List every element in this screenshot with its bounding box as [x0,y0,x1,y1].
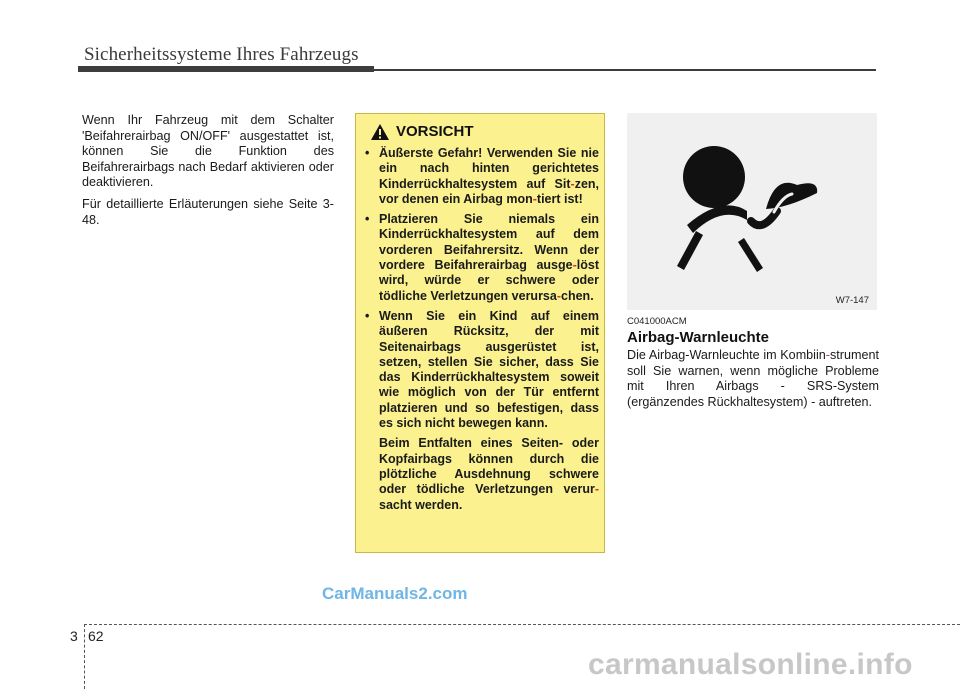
warning-triangle-icon [370,123,390,141]
paragraph: Wenn Ihr Fahrzeug mit dem Schalter 'Beifahrerairbag ON/OFF' ausgestattet ist, können Sie die Funktion des Beifahrerairbags nach Bedarf aktivieren oder deaktivieren. [82,113,334,190]
caution-item: • Wenn Sie ein Kind auf einem äußeren Rücksitz, der mit Seitenairbags ausgerüstet ist, setzen, stellen Sie sicher, dass Sie das Kinderrückhaltesystem soweit wie möglich von der Tür entfernt platzieren und so befestigen, dass es sich nicht bewegen kann. Beim Entfalten eines Seiten- oder Kopfairbags können durch die plötzliche Ausdehnung schwere oder tödliche Verletzungen verur-sacht werden. [365,308,599,512]
header-rule-thick [78,66,374,72]
watermark-carmanualsonline: carmanualsonline.info [588,648,913,681]
section-heading: Airbag-Warnleuchte [627,329,769,346]
bullet: • [365,146,370,160]
caution-title: VORSICHT [396,123,474,140]
footer-divider [84,624,85,689]
page-number: 62 [88,628,104,644]
caution-item: • Äußerste Gefahr! Verwenden Sie nie ein nach hinten gerichtetes Kinderrückhaltesystem auf Sit-zen, vor denen ein Airbag mon-tiert ist! [365,146,599,206]
caution-list [365,146,599,518]
caution-box [355,113,605,553]
caution-item: • Platzieren Sie niemals ein Kinderrückhaltesystem auf dem vorderen Beifahrersitz. Wenn der vordere Beifahrerairbag ausge-löst wird, würde er schwere oder tödliche Verletzungen verursa-chen. [365,212,599,303]
bullet: • [365,212,370,227]
section-code: C041000ACM [627,316,687,327]
figure-code: W7-147 [835,295,869,306]
left-column [82,113,334,234]
page-header-title: Sicherheitssysteme Ihres Fahrzeugs [84,44,359,65]
header-rule-thin [374,69,876,71]
airbag-warning-icon [627,113,877,310]
watermark-carmanuals2: CarManuals2.com [322,584,468,603]
footer-rule [84,624,960,625]
paragraph: Für detaillierte Erläuterungen siehe Seite 3-48. [82,196,334,227]
section-body: Die Airbag-Warnleuchte im Kombiin-strument soll Sie warnen, wenn mögliche Probleme mit Ihren Airbags - SRS-System (ergänzendes Rückhaltesystem) - auftreten. [627,348,879,409]
airbag-warning-light-figure [627,113,877,310]
page-chapter-number: 3 [70,628,78,644]
bullet: • [365,308,370,323]
